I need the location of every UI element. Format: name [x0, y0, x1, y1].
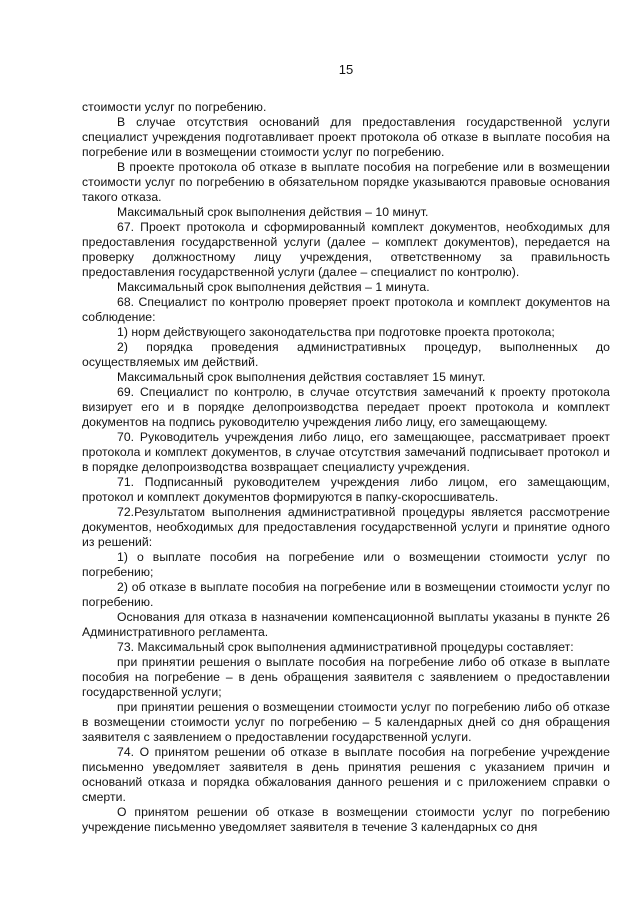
list-item: 1) о выплате пособия на погребение или о возмещении стоимости услуг по погребению;: [82, 550, 610, 579]
paragraph: Максимальный срок выполнения действия составляет 15 минут.: [117, 370, 486, 384]
paragraph: при принятии решения о возмещении стоимости услуг по погребению либо об отказе в возмещении стоимости услуг по погребению – 5 календарных дней со дня обращения заявителя с заявлением о предоставлении государственной услуги.: [82, 700, 610, 744]
paragraph: при принятии решения о выплате пособия на погребение либо об отказе в выплате пособия на погребение – в день обращения заявителя с заявлением о предоставлении государственной услуги;: [82, 655, 610, 699]
paragraph: 73. Максимальный срок выполнения административной процедуры составляет:: [117, 640, 574, 654]
paragraph: 68. Специалист по контролю проверяет проект протокола и комплект документов на соблюдение:: [82, 295, 610, 324]
paragraph: 70. Руководитель учреждения либо лицо, его замещающее, рассматривает проект протокола и комплект документов, в случае отсутствия замечаний подписывает протокол и в порядке делопроизводства возвращает специалисту учреждения.: [82, 430, 610, 474]
paragraph: В случае отсутствия оснований для предоставления государственной услуги специалист учреждения подготавливает проект протокола об отказе в выплате пособия на погребение или в возмещении стоимости услуг по погребению.: [82, 115, 610, 159]
paragraph: В проекте протокола об отказе в выплате пособия на погребение или в возмещении стоимости услуг по погребению в обязательном порядке указываются правовые основания такого отказа.: [82, 160, 610, 204]
paragraph: 67. Проект протокола и сформированный комплект документов, необходимых для предоставления государственной услуги (далее – комплект документов), передается на проверку должностному лицу учреждения, ответственному за правильность предоставления государственной услуги (далее – специалист по контролю).: [82, 220, 610, 279]
list-item: 2) об отказе в выплате пособия на погребение или в возмещении стоимости услуг по погребению.: [82, 580, 610, 609]
page-number: 15: [338, 62, 354, 77]
paragraph: 72.Результатом выполнения административной процедуры является рассмотрение документов, необходимых для предоставления государственной услуги и принятие одного из решений:: [82, 505, 610, 549]
document-body: [82, 100, 610, 835]
paragraph: Максимальный срок выполнения действия – 1 минута.: [117, 280, 430, 294]
list-item: 2) порядка проведения административных процедур, выполненных до осуществляемых им действий.: [82, 340, 610, 369]
paragraph: О принятом решении об отказе в возмещении стоимости услуг по погребению учреждение письменно уведомляет заявителя в течение 3 календарных со дня: [82, 805, 610, 834]
paragraph: Основания для отказа в назначении компенсационной выплаты указаны в пункте 26 Административного регламента.: [82, 610, 610, 639]
paragraph: 69. Специалист по контролю, в случае отсутствия замечаний к проекту протокола визирует его и в порядке делопроизводства передает проект протокола и комплект документов на подпись руководителю учреждения либо лицу, его замещающему.: [82, 385, 610, 429]
paragraph: стоимости услуг по погребению.: [82, 100, 267, 114]
paragraph: 74. О принятом решении об отказе в выплате пособия на погребение учреждение письменно уведомляет заявителя в день принятия решения с указанием причин и оснований отказа и порядка обжалования данного решения и с приложением справки о смерти.: [82, 745, 610, 804]
paragraph: 71. Подписанный руководителем учреждения либо лицом, его замещающим, протокол и комплект документов формируются в папку-скоросшиватель.: [82, 475, 610, 504]
list-item: 1) норм действующего законодательства при подготовке проекта протокола;: [117, 325, 555, 339]
paragraph: Максимальный срок выполнения действия – 10 минут.: [117, 205, 429, 219]
